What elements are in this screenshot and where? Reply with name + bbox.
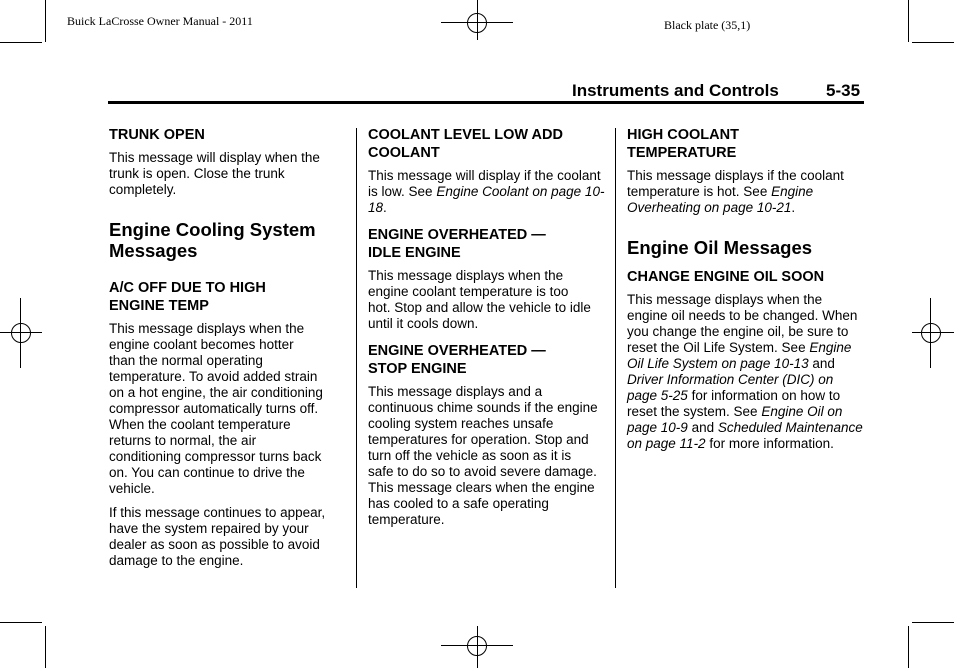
column-divider	[356, 128, 357, 588]
section-divider	[108, 101, 864, 104]
text-high-coolant-temp	[627, 168, 865, 216]
text-coolant-low-body: This message will display if the coolant is low. See	[368, 168, 601, 199]
text-coolant-level-low	[368, 168, 606, 216]
period: .	[383, 200, 387, 215]
crop-mark	[0, 42, 42, 43]
text-trunk-open: This message will display when the trunk is open. Close the trunk completely.	[109, 150, 320, 197]
ref-engine-coolant-link[interactable]: Engine Coolant on page 10-18	[368, 184, 605, 215]
crop-mark	[912, 622, 954, 623]
heading-ac-off: A/C OFF DUE TO HIGH ENGINE TEMP	[109, 280, 266, 314]
heading-overheated-stop: ENGINE OVERHEATED — STOP ENGINE	[368, 343, 546, 377]
crop-mark	[45, 0, 46, 42]
text-oil-body-2: for information on how to reset the system. See	[627, 388, 841, 419]
registration-line	[930, 298, 931, 368]
registration-line	[477, 0, 478, 40]
column-3	[627, 126, 865, 452]
registration-target-icon	[11, 323, 31, 343]
crop-mark	[908, 626, 909, 668]
crop-mark	[912, 42, 954, 43]
text-ac-off-1: This message displays when the engine coolant becomes hotter than the normal operating temperature. To avoid added strain on a hot engine, the air conditioning compressor automatically turns off. When the coolant temperature returns to normal, the air conditioning compressor turns back on. You can continue to drive the vehicle.	[109, 321, 323, 496]
crop-mark	[0, 622, 42, 623]
text-change-oil	[627, 292, 863, 452]
plate-label: Black plate (35,1)	[664, 18, 751, 32]
heading-engine-cooling-messages: Engine Cooling System Messages	[109, 219, 316, 261]
ref-engine-oil-link[interactable]: Engine Oil on page 10-9	[627, 404, 843, 435]
heading-trunk-open: TRUNK OPEN	[109, 127, 205, 143]
ref-engine-overheating-link[interactable]: Engine Overheating on page 10-21	[627, 184, 814, 215]
ref-scheduled-maintenance-link[interactable]: Scheduled Maintenance on page 11-2	[627, 420, 863, 451]
text-high-coolant-body: This message displays if the coolant temperature is hot. See	[627, 168, 844, 199]
heading-coolant-level-low: COOLANT LEVEL LOW ADD COOLANT	[368, 127, 563, 161]
column-1	[109, 126, 347, 569]
heading-overheated-idle: ENGINE OVERHEATED — IDLE ENGINE	[368, 227, 546, 261]
text-and: and	[691, 420, 715, 435]
ref-dic-link[interactable]: Driver Information Center (DIC) on page 5-25	[627, 372, 834, 403]
text-overheated-stop: This message displays and a continuous chime sounds if the engine cooling system reaches unsafe temperatures for operation. Stop and turn off the vehicle as soon as it is safe to do so to avoid severe damage. This message clears when the engine has cooled to a safe operating temperature.	[368, 384, 598, 527]
heading-change-oil-soon: CHANGE ENGINE OIL SOON	[627, 269, 825, 285]
registration-line	[20, 298, 21, 368]
crop-mark	[908, 0, 909, 42]
text-oil-body-1: This message displays when the engine oil needs to be changed. When you change the engine oil, be sure to reset the Oil Life System. See	[627, 292, 858, 355]
manual-title: Buick LaCrosse Owner Manual - 2011	[67, 14, 253, 28]
period: .	[791, 200, 796, 215]
registration-line	[0, 332, 42, 333]
registration-line	[912, 332, 954, 333]
text-ac-off-2: If this message continues to appear, have the system repaired by your dealer as soon as possible to avoid damage to the engine.	[109, 505, 326, 568]
registration-target-icon	[921, 323, 941, 343]
heading-engine-oil-messages: Engine Oil Messages	[627, 237, 813, 258]
column-divider	[615, 128, 616, 588]
text-oil-body-3: for more information.	[709, 436, 834, 451]
heading-high-coolant-temp: HIGH COOLANT TEMPERATURE	[627, 127, 739, 161]
text-and: and	[812, 356, 835, 371]
registration-line	[477, 626, 478, 668]
ref-oil-life-system-link[interactable]: Engine Oil Life System on page 10-13	[627, 340, 852, 371]
text-overheated-idle: This message displays when the engine coolant temperature is too hot. Stop and allow the vehicle to idle until it cools down.	[368, 268, 591, 331]
section-title: Instruments and Controls	[572, 81, 779, 100]
page-number: 5-35	[826, 81, 861, 100]
column-2	[368, 126, 606, 528]
crop-mark	[45, 626, 46, 668]
